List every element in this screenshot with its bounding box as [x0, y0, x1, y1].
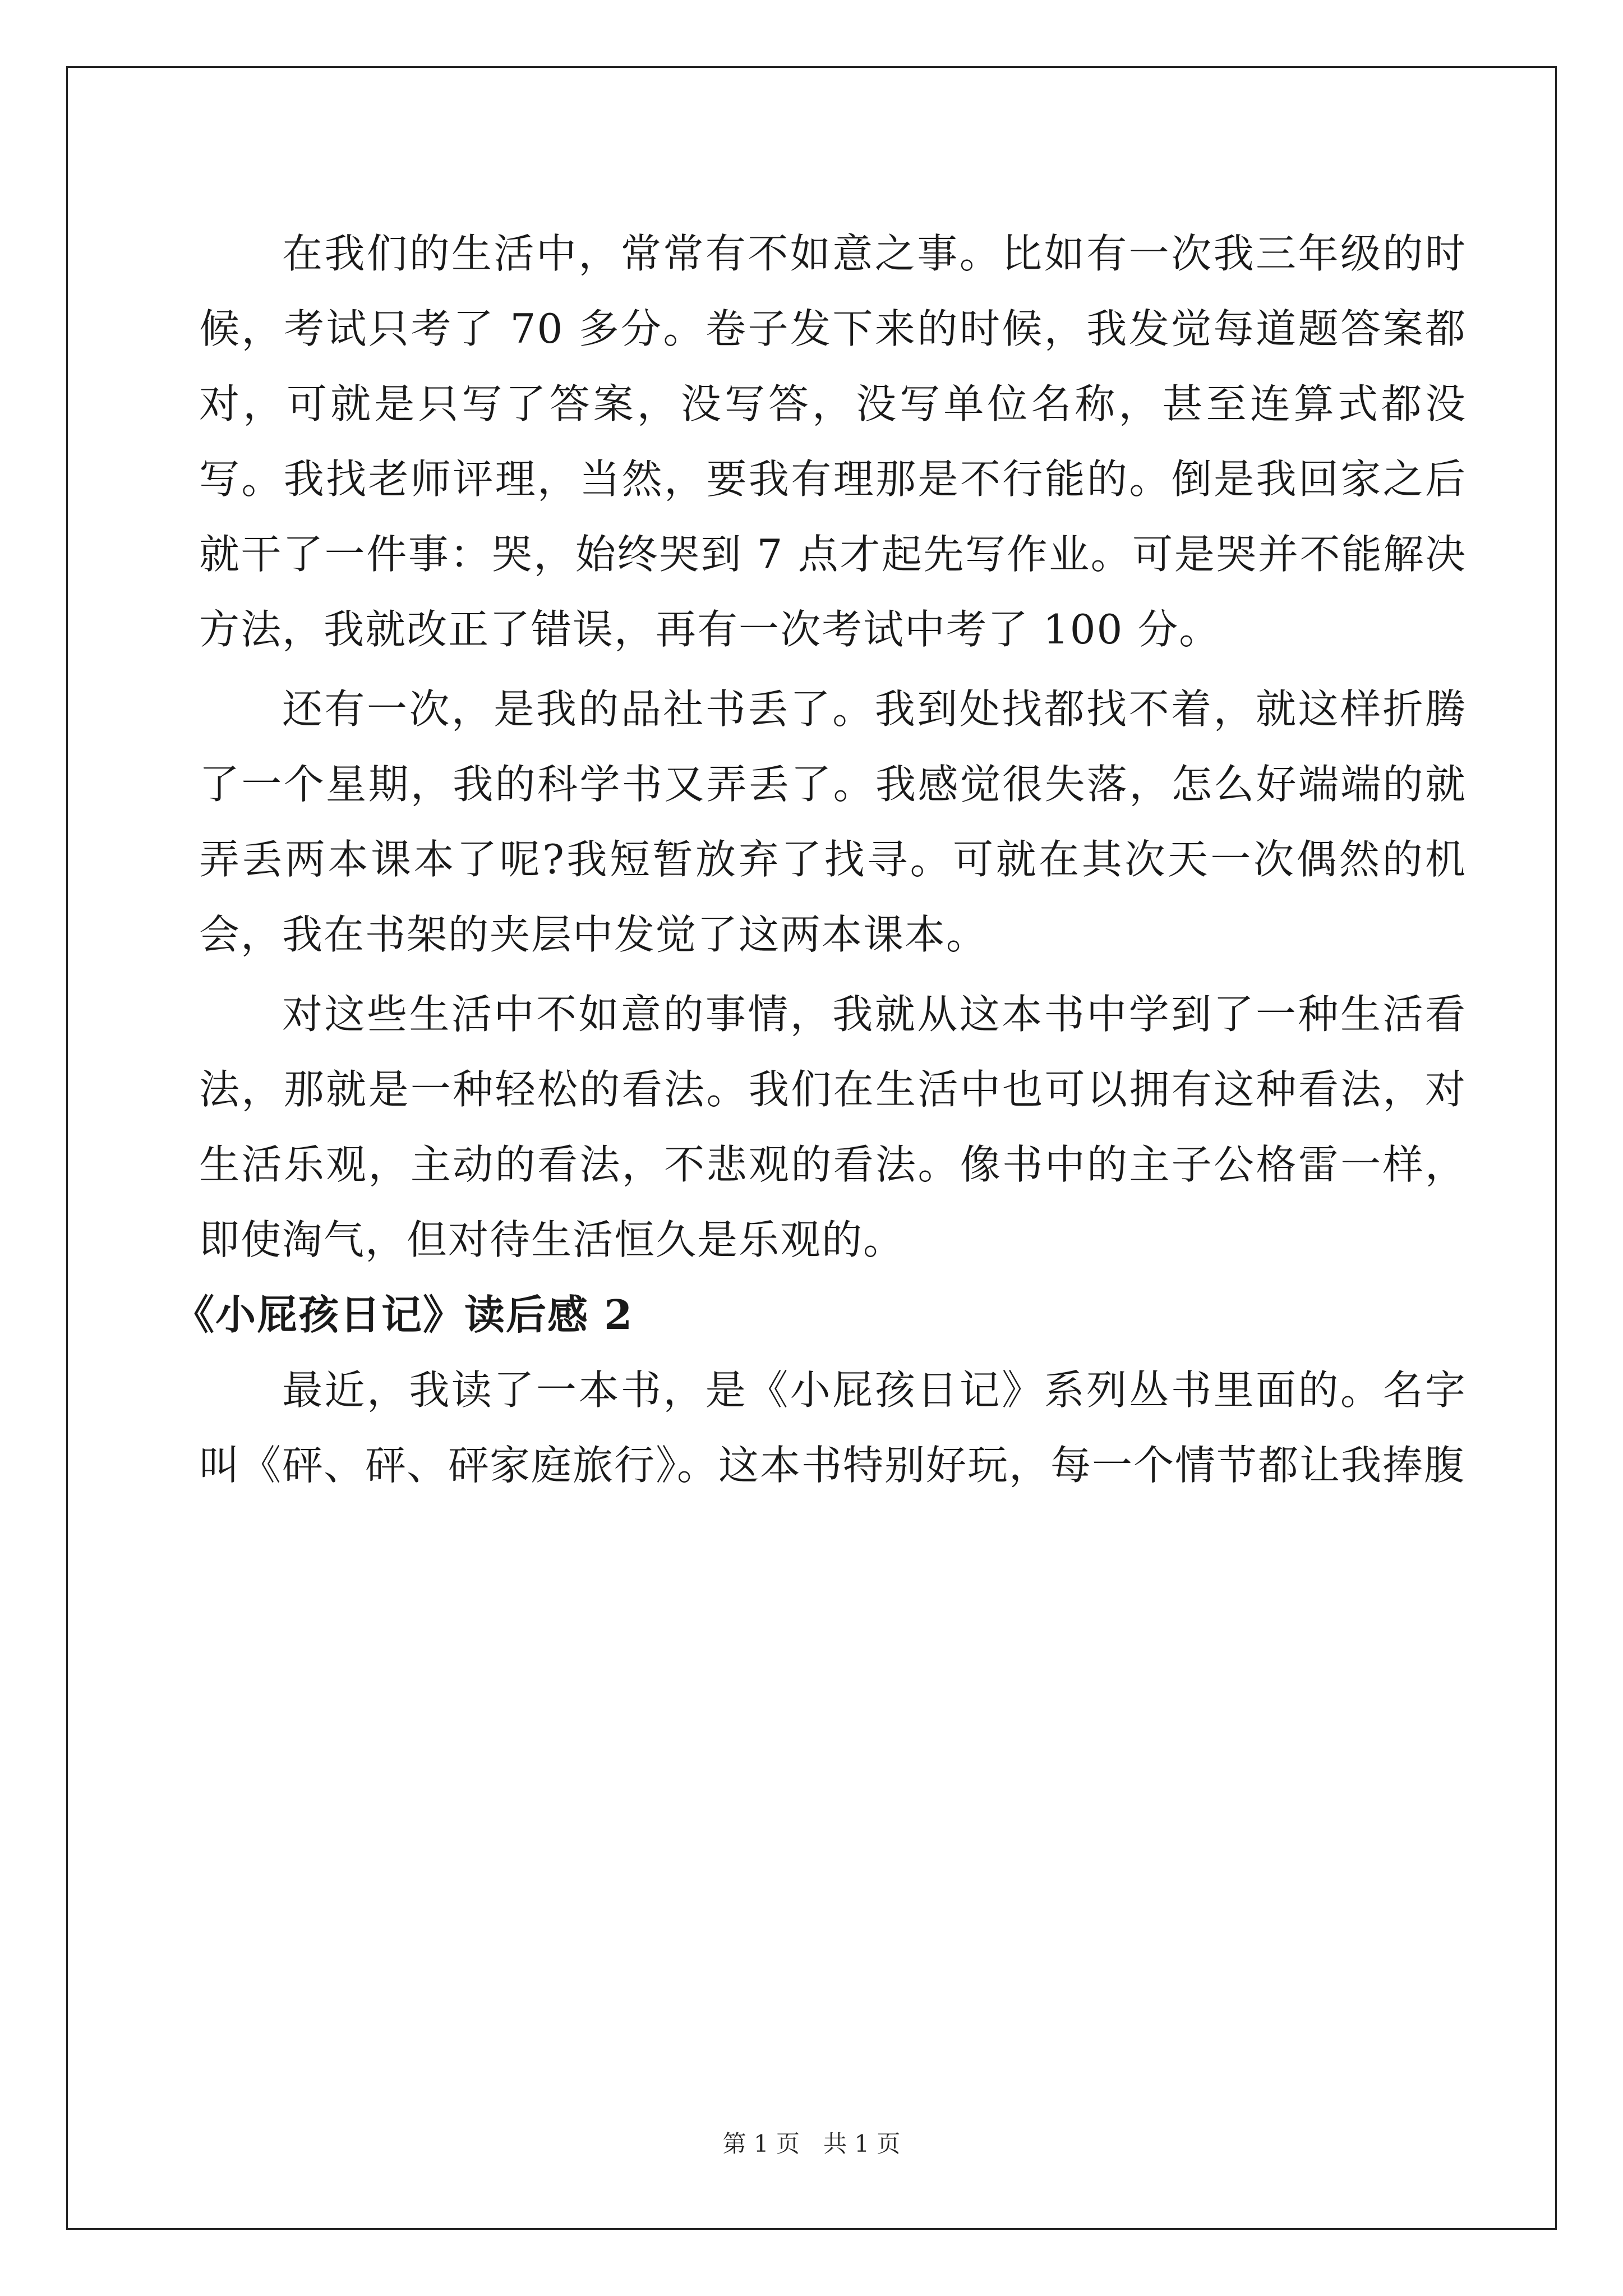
page-footer: 第 1 页 共 1 页 [722, 2130, 901, 2157]
section-heading: 《小屁孩日记》读后感 2 [174, 1291, 634, 1338]
paragraph-2: 还有一次，是我的品社书丢了。我到处找都找不着，就这样折腾了一个星期，我的科学书又弄丢了。我感觉很失落，怎么好端端的就弄丢两本课本了呢?我短暂放弃了找寻。可就在其次天一次偶然的机会，我在书架的夹层中发觉了这两本课本。 [199, 685, 1467, 958]
paragraph-3: 对这些生活中不如意的事情，我就从这本书中学到了一种生活看法，那就是一种轻松的看法。我们在生活中也可以拥有这种看法，对生活乐观，主动的看法，不悲观的看法。像书中的主子公格雷一样，即使淘气，但对待生活恒久是乐观的。 [199, 991, 1467, 1263]
paragraph-4: 最近，我读了一本书，是《小屁孩日记》系列丛书里面的。名字叫《砰、砰、砰家庭旅行》。这本书特别好玩，每一个情节都让我捧腹 [199, 1366, 1467, 1489]
paragraph-1: 在我们的生活中，常常有不如意之事。比如有一次我三年级的时候，考试只考了 70 多分。卷子发下来的时候，我发觉每道题答案都对，可就是只写了答案，没写答，没写单位名称，甚至连算式都没写。我找老师评理，当然，要我有理那是不行能的。倒是我回家之后就干了一件事：哭，始终哭到 7 点才起先写作业。可是哭并不能解决方法，我就改正了错误，再有一次考试中考了 100 分。 [199, 230, 1467, 653]
document-body [174, 216, 1467, 1503]
